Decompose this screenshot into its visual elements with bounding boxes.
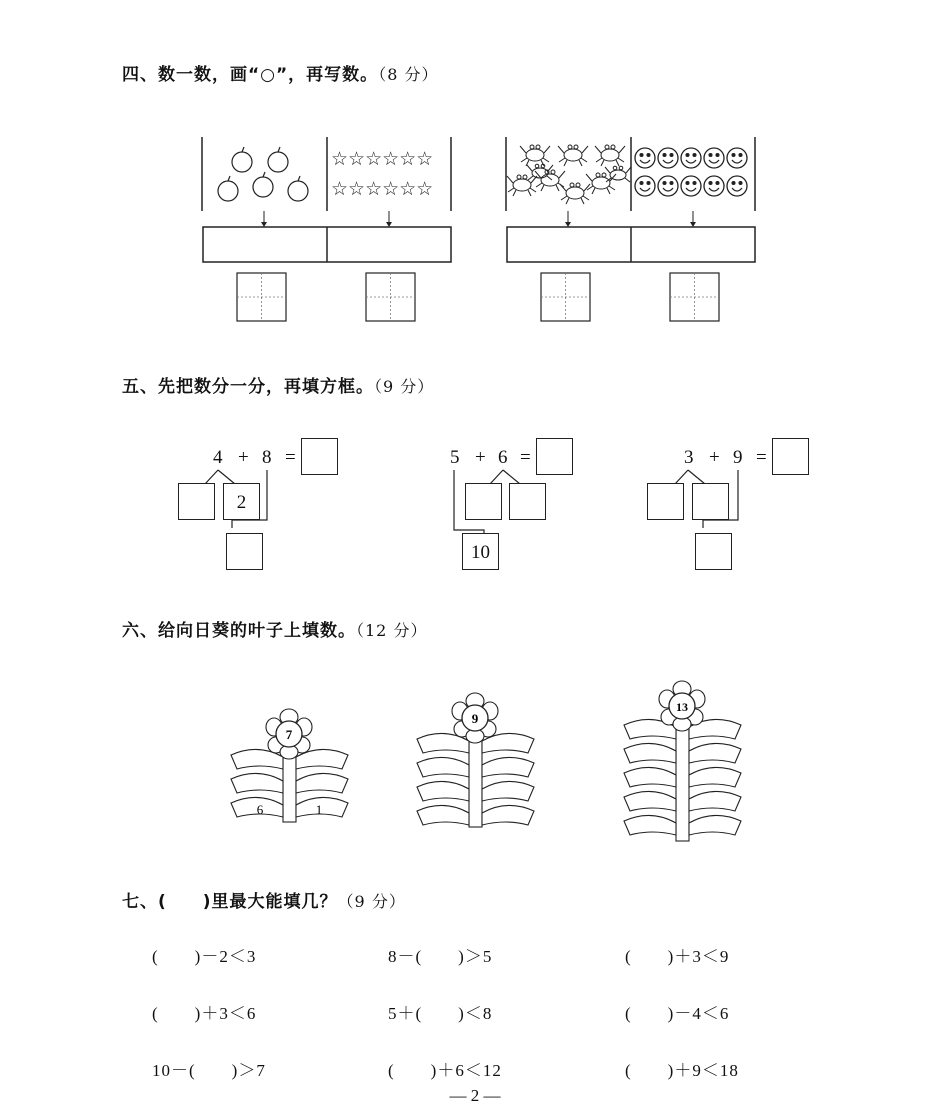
plus-sign: + [475,447,486,468]
apples-panel [218,147,308,201]
ten-result-box[interactable] [695,533,732,570]
svg-text:☆☆☆☆☆☆: ☆☆☆☆☆☆ [331,179,434,200]
sum-answer-box[interactable] [772,438,809,475]
svg-text:☆☆☆☆☆☆: ☆☆☆☆☆☆ [331,149,434,170]
inequality-item[interactable]: ( )＋6＜12 [388,1061,502,1080]
ten-given-box: 10 [462,533,499,570]
inequality-item[interactable]: 5＋( )＜8 [388,1004,493,1023]
section-five-title: 五、先把数分一分，再填方框。（9 分） [122,377,435,397]
inequality-item[interactable]: ( )＋9＜18 [625,1061,739,1080]
smiley-face [635,148,655,168]
equals-sign: = [520,447,531,468]
count-group-left [202,137,451,321]
split-box-left[interactable] [647,483,684,520]
equals-sign: = [285,447,296,468]
stars-panel [331,149,433,200]
smiley-face [727,176,747,196]
split-box-right[interactable] [509,483,546,520]
page-number: — 2 — [449,1086,501,1105]
addend-a: 3 [684,447,694,468]
smiley-face [658,176,678,196]
sunflower-1 [231,709,348,822]
inequality-item[interactable]: ( )－2＜3 [152,947,257,966]
leaf-number: 6 [256,802,264,817]
sunflowers-figure [225,675,745,855]
sunflower-3 [624,681,741,841]
sunflower-center-number: 7 [285,727,293,742]
plus-sign: + [709,447,720,468]
smiley-face [635,176,655,196]
sum-answer-box[interactable] [301,438,338,475]
addend-b: 9 [733,447,743,468]
section-six-title: 六、给向日葵的叶子上填数。（12 分） [122,621,428,641]
split-box-left[interactable] [178,483,215,520]
smiley-face [704,176,724,196]
smiley-face [681,148,701,168]
smileys-panel [635,148,747,196]
plus-sign: + [238,447,249,468]
equals-sign: = [756,447,767,468]
counting-figure [190,125,790,335]
smiley-face [658,148,678,168]
inequality-item[interactable]: ( )＋3＜6 [152,1004,257,1023]
addend-a: 5 [450,447,460,468]
smiley-face [727,148,747,168]
section-seven-title: 七、( )里最大能填几？（9 分） [122,892,406,912]
addend-a: 4 [213,447,223,468]
section-four-title: 四、数一数，画“○”，再写数。（8 分） [122,65,439,85]
inequality-item[interactable]: ( )＋3＜9 [625,947,730,966]
split-box-left[interactable] [465,483,502,520]
count-group-right [506,137,755,321]
inequality-item[interactable]: ( )－4＜6 [625,1004,730,1023]
smiley-face [681,176,701,196]
sunflower-2 [417,693,534,827]
addend-b: 6 [498,447,508,468]
sunflower-center-number: 13 [676,700,688,714]
smiley-face [704,148,724,168]
leaf-number: 1 [315,802,323,817]
crabs-panel [507,145,631,204]
split-given-box: 2 [223,483,260,520]
addend-b: 8 [262,447,272,468]
inequality-item[interactable]: 10－( )＞7 [152,1061,266,1080]
ten-result-box[interactable] [226,533,263,570]
split-box-right[interactable] [692,483,729,520]
sunflower-center-number: 9 [471,711,479,726]
inequality-item[interactable]: 8－( )＞5 [388,947,493,966]
